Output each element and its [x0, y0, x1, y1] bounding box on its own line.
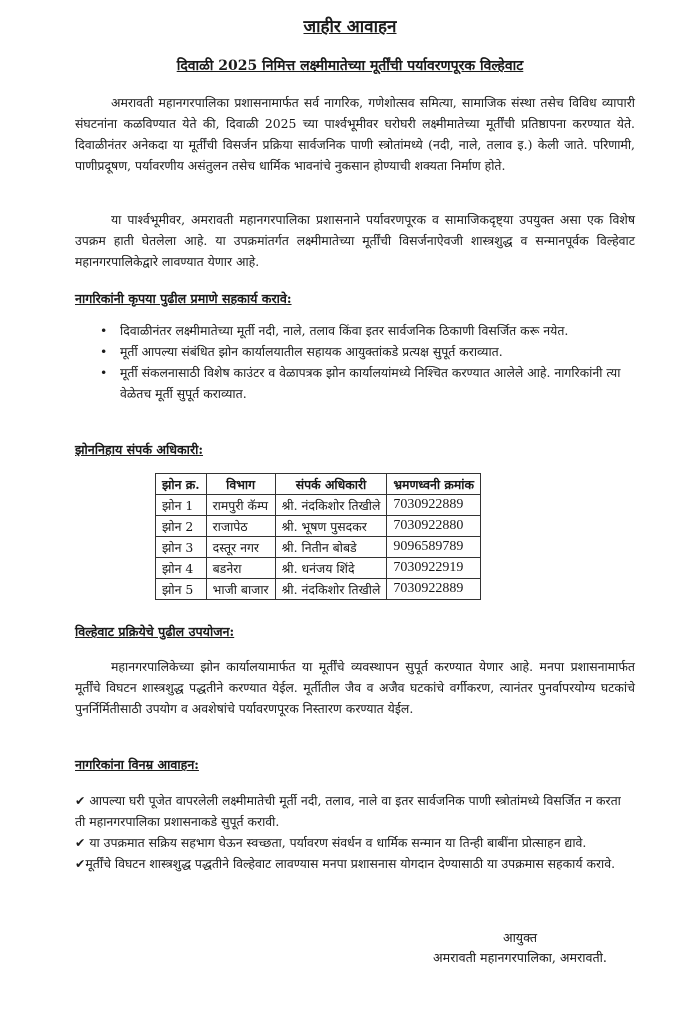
officer-cell: श्री. धनंजय शिंदे	[275, 558, 387, 579]
zone-contacts-table	[155, 473, 481, 600]
zone-cell: झोन 4	[156, 558, 207, 579]
phone-cell: 7030922880	[387, 516, 481, 537]
list-item	[75, 853, 635, 874]
list-item-text: मूर्ती आपल्या संबंधित झोन कार्यालयातील सहायक आयुक्तांकडे प्रत्यक्ष सुपूर्त कराव्यात.	[120, 344, 503, 359]
header-mobile-number: भ्रमणध्वनी क्रमांक	[387, 474, 481, 495]
phone-cell: 7030922919	[387, 558, 481, 579]
table-row	[156, 579, 481, 600]
table-row	[156, 537, 481, 558]
cooperate-heading: नागरिकांनी कृपया पुढील प्रमाणे सहकार्य करावे:	[75, 291, 292, 306]
bullet-icon: •	[100, 344, 108, 359]
zone-cell: झोन 3	[156, 537, 207, 558]
signatory-designation: आयुक्त	[502, 930, 538, 945]
cooperate-list	[100, 320, 640, 404]
table-row	[156, 495, 481, 516]
department-cell: रामपुरी कॅम्प	[206, 495, 275, 516]
list-item-text: मूर्तींचे विघटन शास्त्रशुद्ध पद्धतीने विल्हेवाट लावण्यास मनपा प्रशासनास योगदान देण्यासाठी या उपक्रमास सहकार्य करावे.	[85, 856, 616, 871]
department-cell: राजापेठ	[206, 516, 275, 537]
contacts-heading: झोननिहाय संपर्क अधिकारी:	[75, 442, 204, 457]
list-item	[75, 790, 635, 832]
table-header-row	[156, 474, 481, 495]
intro-paragraph: अमरावती महानगरपालिका प्रशासनामार्फत सर्व नागरिक, गणेशोत्सव समित्या, सामाजिक संस्था तसेच विविध व्यापारी संघटनांना कळविण्यात येते की, दिवाळी 2025 च्या पार्श्वभूमीवर घरोघरी लक्ष्मीमातेच्या मूर्तींची प्रतिष्ठापना करण्यात येते. दिवाळीनंतर अनेकदा या मूर्तींची विसर्जन प्रक्रिया सार्वजनिक पाणी स्त्रोतांमध्ये (नदी, नाले, तलाव इ.) केली जाते. परिणामी, पाणीप्रदूषण, पर्यावरणीय असंतुलन तसेच धार्मिक भावनांचे नुकसान होण्याची शक्यता निर्माण होते.	[75, 95, 635, 173]
department-cell: भाजी बाजार	[206, 579, 275, 600]
officer-cell: श्री. नंदकिशोर तिखीले	[275, 579, 387, 600]
checkmark-icon: ✔	[75, 856, 86, 871]
checkmark-icon: ✔	[75, 835, 86, 850]
list-item	[100, 320, 640, 341]
list-item-text: मूर्ती संकलनासाठी विशेष काउंटर व वेळापत्रक झोन कार्यालयांमध्ये निश्चित करण्यात आलेले आहे. नागरिकांनी त्या वेळेतच मूर्ती सुपूर्त कराव्यात.	[120, 365, 621, 401]
signature-block	[400, 928, 640, 968]
signatory-organization: अमरावती महानगरपालिका, अमरावती.	[433, 950, 607, 965]
list-item-text: या उपक्रमात सक्रिय सहभाग घेऊन स्वच्छता, पर्यावरण संवर्धन व धार्मिक सन्मान या तिन्ही बाबींना प्रोत्साहन द्यावे.	[89, 835, 587, 850]
bullet-icon: •	[100, 365, 108, 380]
table-row	[156, 516, 481, 537]
phone-cell: 7030922889	[387, 495, 481, 516]
department-cell: दस्तूर नगर	[206, 537, 275, 558]
initiative-paragraph: या पार्श्वभूमीवर, अमरावती महानगरपालिका प्रशासनाने पर्यावरणपूरक व सामाजिकदृष्ट्या उपयुक्त असा एक विशेष उपक्रम हाती घेतलेला आहे. या उपक्रमांतर्गत लक्ष्मीमातेच्या मूर्तींची विसर्जनाऐवजी शास्त्रशुद्ध व सन्मानपूर्वक विल्हेवाट महानगरपालिकेद्वारे लावण्यात येणार आहे.	[75, 212, 635, 269]
appeal-heading: नागरिकांना विनम्र आवाहन:	[75, 757, 199, 772]
checkmark-icon: ✔	[75, 793, 86, 808]
notice-title: जाहीर आवाहन	[303, 17, 397, 37]
zone-cell: झोन 2	[156, 516, 207, 537]
disposal-heading: विल्हेवाट प्रक्रियेचे पुढील उपयोजन:	[75, 624, 235, 639]
header-zone-no: झोन क्र.	[156, 474, 207, 495]
notice-subtitle: दिवाळी 2025 निमित्त लक्ष्मीमातेच्या मूर्तींची पर्यावरणपूरक विल्हेवाट	[176, 58, 524, 74]
list-item	[100, 362, 640, 404]
officer-cell: श्री. भूषण पुसदकर	[275, 516, 387, 537]
phone-cell: 7030922889	[387, 579, 481, 600]
list-item-text: दिवाळीनंतर लक्ष्मीमातेच्या मूर्ती नदी, नाले, तलाव किंवा इतर सार्वजनिक ठिकाणी विसर्जित करू नयेत.	[120, 323, 569, 338]
header-department: विभाग	[206, 474, 275, 495]
department-cell: बडनेरा	[206, 558, 275, 579]
zone-cell: झोन 5	[156, 579, 207, 600]
process-paragraph: महानगरपालिकेच्या झोन कार्यालयामार्फत या मूर्तींचे व्यवस्थापन सुपूर्त करण्यात येणार आहे. मनपा प्रशासनामार्फत मूर्तींचे विघटन शास्त्रशुद्ध पद्धतीने करण्यात येईल. मूर्तीतील जैव व अजैव घटकांचे वर्गीकरण, त्यानंतर पुनर्वापरयोग्य घटकांचे पुनर्निर्मितीसाठी उपयोग व अवशेषांचे पर्यावरणपूरक निस्तारण करण्यात येईल.	[75, 659, 635, 716]
officer-cell: श्री. नितीन बोबडे	[275, 537, 387, 558]
list-item	[100, 341, 640, 362]
bullet-icon: •	[100, 323, 108, 338]
table-row	[156, 558, 481, 579]
zone-cell: झोन 1	[156, 495, 207, 516]
list-item-text: आपल्या घरी पूजेत वापरलेली लक्ष्मीमातेची मूर्ती नदी, तलाव, नाले वा इतर सार्वजनिक पाणी स्त्रोतांमध्ये विसर्जित न करता ती महानगरपालिका प्रशासनाकडे सुपूर्त करावी.	[75, 793, 621, 829]
phone-cell: 9096589789	[387, 537, 481, 558]
header-contact-officer: संपर्क अधिकारी	[275, 474, 387, 495]
list-item	[75, 832, 635, 853]
appeal-list	[75, 790, 635, 874]
officer-cell: श्री. नंदकिशोर तिखीले	[275, 495, 387, 516]
